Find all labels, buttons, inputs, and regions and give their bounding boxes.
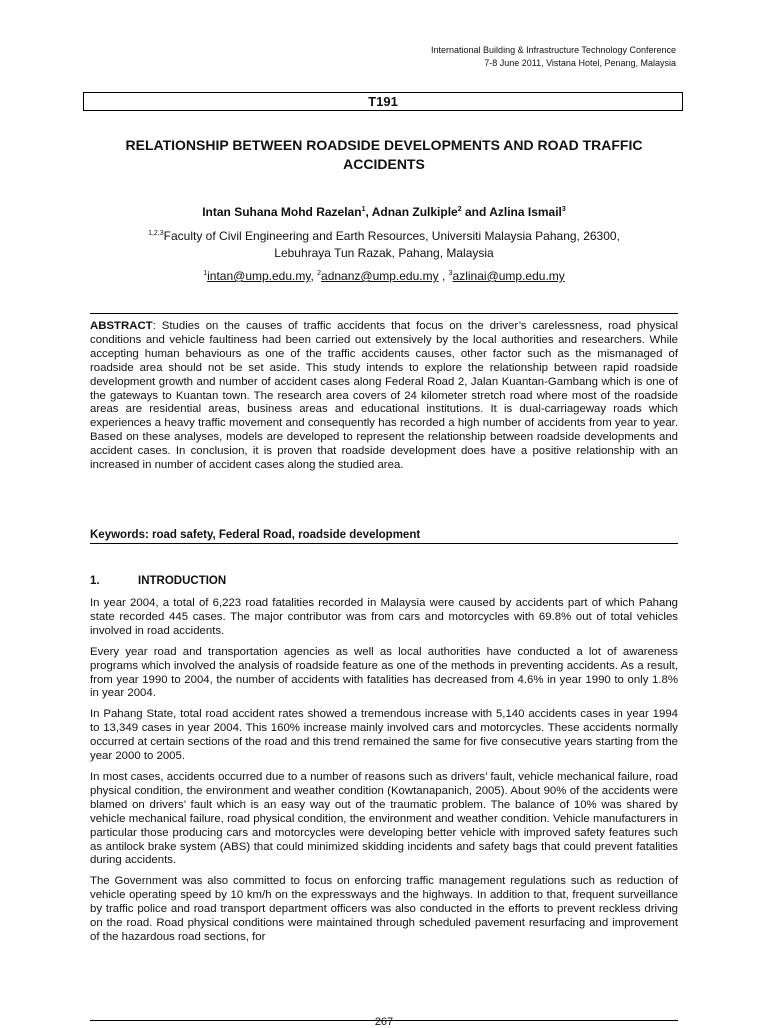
section-number: 1. xyxy=(90,575,100,587)
paper-title xyxy=(90,136,678,174)
author-list xyxy=(90,204,678,220)
conference-name: International Building & Infrastructure Technology Conference xyxy=(431,45,676,55)
paragraph: The Government was also committed to focus on enforcing traffic management regulations such as reduction of vehicle operating speed by 10 km/h on the expressways and the highways. In addition to that, frequent surveillance by traffic police and road transport department officers was also conducted in the efforts to prevent reckless driving on the road. Road physical conditions were maintained through scheduled pavement resurfacing and improvement of the hazardous road sections, for xyxy=(90,875,678,943)
conference-header xyxy=(431,44,676,70)
email-link-1[interactable]: intan@ump.edu.my xyxy=(207,269,311,283)
page-number: 267 xyxy=(374,1016,394,1028)
author-separator: , xyxy=(365,205,372,219)
author-3-affiliation-mark: 3 xyxy=(561,206,566,213)
paper-code-box xyxy=(83,92,683,111)
author-1: Intan Suhana Mohd Razelan xyxy=(202,205,362,219)
abstract-label: ABSTRACT xyxy=(90,320,153,332)
paragraph: In year 2004, a total of 6,223 road fatalities recorded in Malaysia were caused by accidents part of which Pahang state recorded 445 cases. The major contributor was from cars and motorcycles with 69.8% out of total vehicles involved in road accidents. xyxy=(90,597,678,637)
section-heading xyxy=(90,574,678,588)
paper-code: T191 xyxy=(368,94,398,109)
paragraph: Every year road and transportation agencies as well as local authorities have conducted a lot of awareness programs which involved the analysis of roadside feature as one of the methods in preventing accidents. As a result, from year 1990 to 2004, the number of accidents with fatalities has decreased from 4.6% in year 1990 to only 1.8% in year 2004. xyxy=(90,645,678,700)
email-separator: , xyxy=(438,269,449,283)
abstract-top-rule xyxy=(90,313,678,314)
author-2: Adnan Zulkiple xyxy=(371,205,458,219)
section-title: INTRODUCTION xyxy=(138,575,227,587)
email-2-mark: 2 xyxy=(317,270,322,277)
email-link-2[interactable]: adnanz@ump.edu.my xyxy=(321,269,439,283)
affiliation-line-1: Faculty of Civil Engineering and Earth Resources, Universiti Malaysia Pahang, 26300, xyxy=(163,229,620,243)
conference-date-venue: 7-8 June 2011, Vistana Hotel, Penang, Malaysia xyxy=(484,58,676,68)
abstract-text: : Studies on the causes of traffic accidents that focus on the driver’s carelessness, road physical conditions and vehicle faultiness had been carried out extensively by the local authorities and researchers. While accepting human behaviours as one of the traffic accidents causes, other factor such as the mismanaged of roadside area should not be set aside. This study intends to explore the relationship between rapid roadside development growth and number of accident cases along Federal Road 2, Jalan Kuantan-Gambang which is one of the gateways to Kuantan town. The research area covers of 24 kilometer stretch road where most of the roadside areas are residential areas, business areas and educational institutions. It is dual-carriageway roads which experiences a heavy traffic movement and consequently has recorded a high number of accidents from year to year. Based on these analyses, models are developed to represent the relationship between roadside developments and accident cases. In conclusion, it is proven that roadside development does have a positive relationship with an increased in number of accident cases along the studied area. xyxy=(90,320,678,472)
author-separator: and xyxy=(461,205,490,219)
affiliation-mark: 1,2,3 xyxy=(148,230,164,237)
paper-title-line-2: ACCIDENTS xyxy=(343,156,425,172)
email-list xyxy=(90,268,678,285)
author-3: Azlina Ismail xyxy=(489,205,562,219)
abstract xyxy=(90,320,678,473)
affiliation xyxy=(90,228,678,262)
keywords: Keywords: road safety, Federal Road, roadside development xyxy=(90,529,421,541)
affiliation-line-2: Lebuhraya Tun Razak, Pahang, Malaysia xyxy=(274,246,494,260)
author-1-affiliation-mark: 1 xyxy=(361,206,366,213)
paragraph: In most cases, accidents occurred due to a number of reasons such as drivers’ fault, vehicle mechanical failure, road physical condition, the environment and weather condition (Kowtanapanich, 2005). About 90% of the accidents were blamed on drivers’ fault which is an easy way out of the traumatic problem. The balance of 10% was shared by vehicle mechanical failure, road physical condition, the environment and weather condition. Vehicle manufacturers in particular those producing cars and motorcycles were developing better vehicle with improved safety features such as antilock brake system (ABS) that could minimized skidding incidents and safety bags that could prevent fatalities during accidents. xyxy=(90,770,678,867)
section-body xyxy=(90,597,678,952)
paragraph: In Pahang State, total road accident rates showed a tremendous increase with 5,140 accidents cases in year 1994 to 13,349 cases in year 2004. This 160% increase mainly involved cars and motorcycles. These accidents normally occurred at certain sections of the road and this trend remained the same for five consecutive years starting from the year 2000 to 2005. xyxy=(90,708,678,763)
paper-title-line-1: RELATIONSHIP BETWEEN ROADSIDE DEVELOPMENTS AND ROAD TRAFFIC xyxy=(125,137,643,153)
author-2-affiliation-mark: 2 xyxy=(457,206,462,213)
email-link-3[interactable]: azlinai@ump.edu.my xyxy=(452,269,565,283)
email-1-mark: 1 xyxy=(203,270,208,277)
email-3-mark: 3 xyxy=(448,270,453,277)
keywords-bottom-rule xyxy=(90,543,678,544)
email-separator: , xyxy=(310,269,318,283)
